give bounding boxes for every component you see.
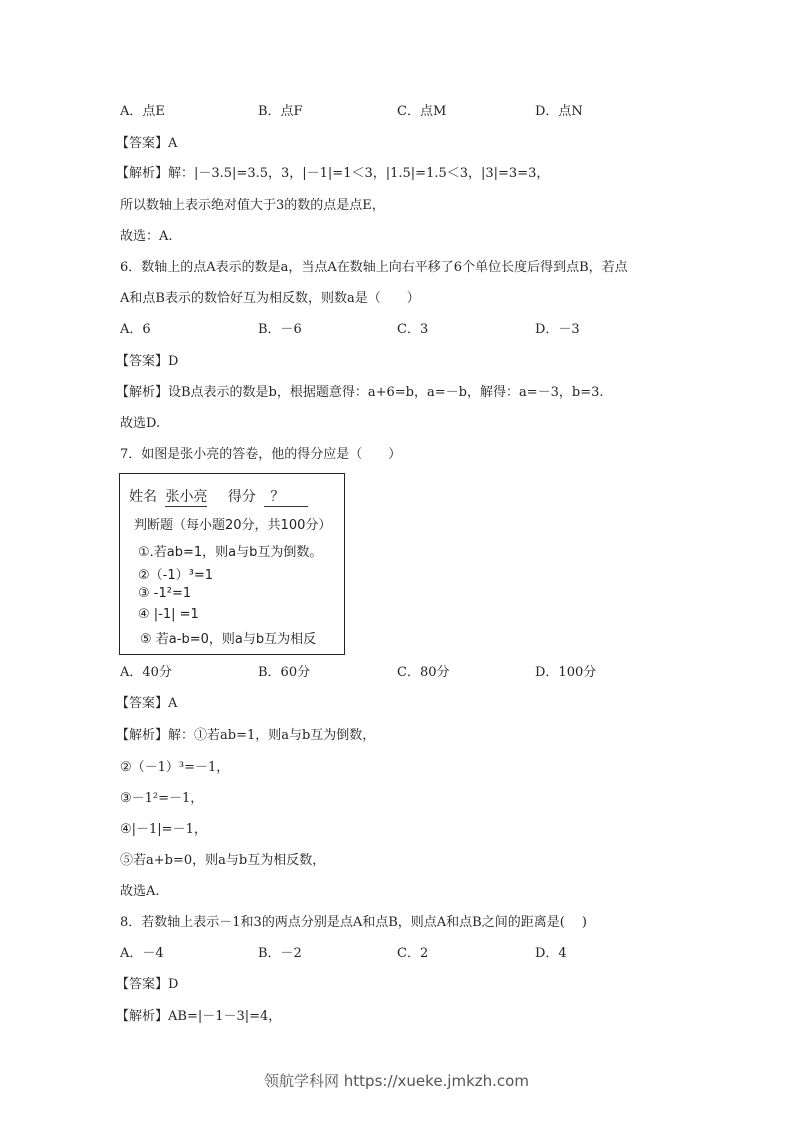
q5-analysis-1: 【解析】解：|－3.5|=3.5，3，|－1|=1＜3，|1.5|=1.5＜3，|3|=3=3，: [116, 166, 550, 181]
sheet-item-3: ③ -1²=1: [138, 586, 192, 601]
footer-watermark: 领航学科网 https://xueke.jmkzh.com: [264, 1072, 529, 1090]
q7-analysis-5: ⑤若a+b=0，则a与b互为相反数，: [120, 853, 326, 868]
q7-option-a: A．40分: [120, 665, 172, 680]
q5-option-d: D．点N: [535, 104, 583, 119]
q6-answer: 【答案】D: [116, 354, 179, 369]
q5-conclusion: 故选：A.: [120, 229, 173, 244]
q5-option-a: A．点E: [120, 104, 165, 119]
q8-option-c: C．2: [397, 946, 429, 961]
q7-analysis-4: ④|－1|=－1，: [120, 822, 207, 837]
sheet-item-5: ⑤ 若a-b=0，则a与b互为相反: [140, 632, 317, 647]
score-label: 得分: [227, 489, 256, 505]
q7-analysis-3: ③－1²=－1，: [120, 791, 204, 806]
q7-analysis-1: 【解析】解：①若ab=1，则a与b互为倒数，: [116, 728, 376, 743]
q8-analysis: 【解析】AB=|－1－3|=4，: [116, 1009, 282, 1024]
q8-option-a: A．－4: [120, 946, 164, 961]
q5-answer: 【答案】A: [116, 136, 178, 151]
name-row: [129, 486, 308, 507]
q6-option-b: B．－6: [258, 322, 302, 337]
q8-option-b: B．－2: [258, 946, 302, 961]
q5-option-b: B．点F: [258, 104, 303, 119]
q7-analysis-2: ②（－1）³=－1，: [120, 760, 230, 775]
q6-analysis: 【解析】设B点表示的数是b，根据题意得：a+6=b，a=－b，解得：a=－3，b=3.: [116, 385, 604, 400]
score-value: ？: [264, 486, 308, 507]
q6-conclusion: 故选D.: [120, 416, 161, 431]
q8-stem: 8．若数轴上表示－1和3的两点分别是点A和点B，则点A和点B之间的距离是( ): [120, 915, 587, 930]
q5-analysis-2: 所以数轴上表示绝对值大于3的数的点是点E，: [120, 198, 385, 213]
sheet-item-2: ②（-1）³=1: [138, 568, 213, 583]
sheet-item-4: ④ |-1| =1: [138, 607, 199, 622]
q7-option-c: C．80分: [397, 665, 450, 680]
q6-option-c: C．3: [397, 322, 429, 337]
q7-conclusion: 故选A.: [120, 884, 160, 899]
answer-sheet-figure: [119, 473, 345, 655]
q6-option-d: D．－3: [535, 322, 580, 337]
q7-stem: 7．如图是张小亮的答卷，他的得分应是（ ）: [120, 447, 402, 462]
q7-option-d: D．100分: [535, 665, 597, 680]
q6-stem-2: A和点B表示的数恰好互为相反数，则数a是（ ）: [120, 291, 420, 306]
name-value: 张小亮: [165, 486, 207, 507]
q5-option-c: C．点M: [397, 104, 447, 119]
q8-answer: 【答案】D: [116, 977, 179, 992]
q6-stem-1: 6．数轴上的点A表示的数是a，当点A在数轴上向右平移了6个单位长度后得到点B，若点: [120, 260, 628, 275]
section-title: 判断题（每小题20分，共100分）: [134, 518, 332, 533]
q6-option-a: A．6: [120, 322, 151, 337]
q8-option-d: D．4: [535, 946, 567, 961]
name-label: 姓名: [129, 489, 157, 505]
q7-answer: 【答案】A: [116, 696, 178, 711]
sheet-item-1: ①.若ab=1，则a与b互为倒数。: [138, 545, 323, 560]
q7-option-b: B．60分: [258, 665, 311, 680]
